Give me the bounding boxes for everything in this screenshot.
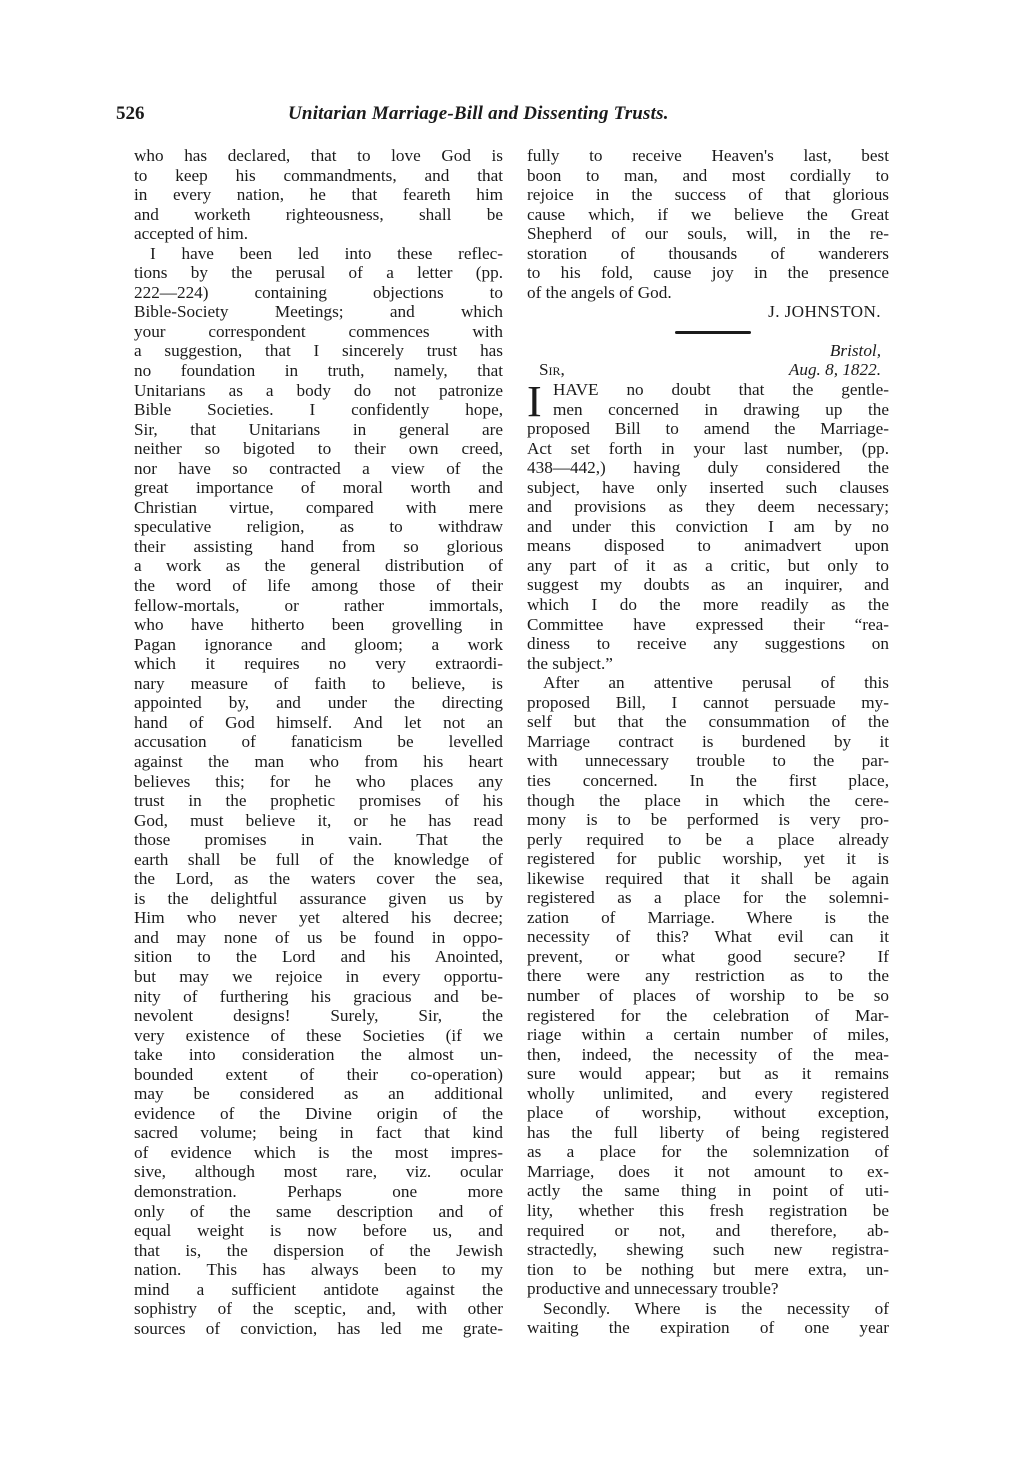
text-line: waiting the expiration of one year: [527, 1318, 889, 1338]
text-line: appointed by, and under the directing: [134, 693, 503, 713]
text-line: Pagan ignorance and gloom; a work: [134, 634, 503, 654]
text-line: earth shall be full of the knowledge of: [134, 849, 503, 869]
text-line: Committee have expressed their “rea-: [527, 614, 889, 634]
text-line: nor have so contracted a view of the: [134, 458, 503, 478]
right-column-letter-ending: [527, 146, 889, 302]
text-line: who have hitherto been grovelling in: [134, 615, 503, 635]
page-number: 526: [116, 103, 145, 124]
text-line: lity, whether this fresh registration be: [527, 1200, 889, 1220]
text-line: rejoice in the success of that glorious: [527, 185, 889, 205]
text-line: that is, the dispersion of the Jewish: [134, 1240, 503, 1260]
text-line: storation of thousands of wanderers: [527, 243, 889, 263]
text-line: the word of life among those of their: [134, 576, 503, 596]
text-line: and under this conviction I am by no: [527, 516, 889, 536]
right-column: [527, 146, 889, 1338]
text-line: Marriage contract is burdened by it: [527, 731, 889, 751]
text-line: accusation of fanaticism be levelled: [134, 732, 503, 752]
text-line: God, must believe it, or he has read: [134, 810, 503, 830]
text-line: Bible Societies. I confidently hope,: [134, 400, 503, 420]
text-line: wholly unlimited, and every registered: [527, 1083, 889, 1103]
text-line: and provisions as they deem necessary;: [527, 497, 889, 517]
text-line: place of worship, without exception,: [527, 1103, 889, 1123]
text-line: HAVE no doubt that the gentle-: [553, 380, 889, 400]
text-line: cause which, if we believe the Great: [527, 204, 889, 224]
text-line: is the delightful assurance given us by: [134, 888, 503, 908]
text-line: stractedly, shewing such new registra-: [527, 1240, 889, 1260]
text-line: take into consideration the almost un-: [134, 1045, 503, 1065]
text-line: your correspondent commences with: [134, 321, 503, 341]
text-line: equal weight is now before us, and: [134, 1221, 503, 1241]
text-line: has the full liberty of being registered: [527, 1122, 889, 1142]
text-line: fellow-mortals, or rather immortals,: [134, 595, 503, 615]
text-line: nary measure of faith to believe, is: [134, 673, 503, 693]
text-line: which it requires no very extraordi-: [134, 654, 503, 674]
right-column-body: [527, 419, 889, 1338]
text-line: nity of furthering his gracious and be-: [134, 986, 503, 1006]
text-line: mony is to be performed is very pro-: [527, 810, 889, 830]
text-line: to his fold, cause joy in the presence: [527, 263, 889, 283]
text-line: but may we rejoice in every opportu-: [134, 966, 503, 986]
text-line: against the man who from his heart: [134, 751, 503, 771]
signature: J. JOHNSTON.: [768, 302, 881, 322]
letter-date: Aug. 8, 1822.: [788, 360, 881, 380]
salutation-row: [527, 360, 889, 380]
text-line: those promises in vain. That the: [134, 830, 503, 850]
text-line: hand of God himself. And let not an: [134, 712, 503, 732]
text-line: diness to receive any suggestions on: [527, 634, 889, 654]
text-line: Act set forth in your last number, (pp.: [527, 438, 889, 458]
text-line: proposed Bill, I cannot persuade my-: [527, 692, 889, 712]
text-line: as a place for the solemnization of: [527, 1142, 889, 1162]
text-line: to keep his commandments, and that: [134, 165, 503, 185]
section-rule: [675, 331, 751, 334]
drop-cap-paragraph: [527, 377, 889, 427]
text-line: demonstration. Perhaps one more: [134, 1181, 503, 1201]
text-line: Bible-Society Meetings; and which: [134, 302, 503, 322]
text-line: self but that the consummation of the: [527, 712, 889, 732]
running-header: [108, 103, 893, 133]
text-line: tion to be nothing but mere extra, un-: [527, 1259, 889, 1279]
text-line: though the place in which the cere-: [527, 790, 889, 810]
text-line: zation of Marriage. Where is the: [527, 907, 889, 927]
text-line: who has declared, that to love God is: [134, 146, 503, 165]
text-line: neither so bigoted to their own creed,: [134, 439, 503, 459]
text-line: Shepherd of our souls, will, in the re-: [527, 224, 889, 244]
text-line: and worketh righteousness, shall be: [134, 204, 503, 224]
salutation: Sir,: [539, 360, 565, 380]
running-title: Unitarian Marriage-Bill and Dissenting Trusts.: [288, 103, 669, 124]
text-line: necessity of this? What evil can it: [527, 927, 889, 947]
text-line: registered for the celebration of Mar-: [527, 1005, 889, 1025]
text-line: sition to the Lord and his Anointed,: [134, 947, 503, 967]
text-line: then, indeed, the necessity of the mea-: [527, 1044, 889, 1064]
text-line: speculative religion, as to withdraw: [134, 517, 503, 537]
text-line: actly the same thing in point of uti-: [527, 1181, 889, 1201]
text-line: suggest my doubts as an inquirer, and: [527, 575, 889, 595]
text-line: sacred volume; being in fact that kind: [134, 1123, 503, 1143]
place-line: Bristol,: [829, 340, 881, 360]
text-line: of evidence which is the most impres-: [134, 1142, 503, 1162]
text-line: men concerned in drawing up the: [553, 399, 889, 419]
text-line: with unnecessary trouble to the par-: [527, 751, 889, 771]
text-line: mind a sufficient antidote against the: [134, 1279, 503, 1299]
left-column: [134, 146, 503, 1338]
text-line: Unitarians as a body do not patronize: [134, 380, 503, 400]
text-line: of the angels of God.: [527, 282, 672, 302]
text-line: number of places of worship to be so: [527, 985, 889, 1005]
text-line: Secondly. Where is the necessity of: [543, 1298, 889, 1318]
text-line: the subject.”: [527, 653, 613, 673]
text-line: likewise required that it shall be again: [527, 868, 889, 888]
text-line: sophistry of the sceptic, and, with other: [134, 1299, 503, 1319]
text-line: sure would appear; but as it remains: [527, 1064, 889, 1084]
text-line: Sir, that Unitarians in general are: [134, 419, 503, 439]
text-line: registered for public worship, yet it is: [527, 849, 889, 869]
text-line: subject, have only inserted such clauses: [527, 477, 889, 497]
text-line: bounded extent of their co-operation): [134, 1064, 503, 1084]
text-line: a work as the general distribution of: [134, 556, 503, 576]
text-line: After an attentive perusal of this: [543, 673, 889, 693]
text-line: registered as a place for the solemni-: [527, 888, 889, 908]
text-line: may be considered as an additional: [134, 1084, 503, 1104]
text-line: any part of it as a critic, but only to: [527, 555, 889, 575]
text-line: trust in the prophetic promises of his: [134, 791, 503, 811]
text-line: means disposed to animadvert upon: [527, 536, 889, 556]
text-line: ties concerned. In the first place,: [527, 770, 889, 790]
text-line: fully to receive Heaven's last, best: [527, 146, 889, 165]
text-line: Marriage, does it not amount to ex-: [527, 1161, 889, 1181]
text-line: only of the same description and of: [134, 1201, 503, 1221]
text-line: sources of conviction, has led me grate-: [134, 1318, 503, 1338]
text-line: productive and unnecessary trouble?: [527, 1279, 779, 1299]
text-line: nation. This has always been to my: [134, 1260, 503, 1280]
text-line: tions by the perusal of a letter (pp.: [134, 263, 503, 283]
text-line: great importance of moral worth and: [134, 478, 503, 498]
text-line: perly required to be a place already: [527, 829, 889, 849]
text-line: 438—442,) having duly considered the: [527, 458, 889, 478]
text-line: which I do the more readily as the: [527, 595, 889, 615]
text-line: riage within a certain number of miles,: [527, 1025, 889, 1045]
text-line: Christian virtue, compared with mere: [134, 497, 503, 517]
text-line: boon to man, and most cordially to: [527, 165, 889, 185]
text-line: 222—224) containing objections to: [134, 282, 503, 302]
text-line: Him who never yet altered his decree;: [134, 908, 503, 928]
text-line: I have been led into these reflec-: [150, 243, 503, 263]
text-line: required or not, and therefore, ab-: [527, 1220, 889, 1240]
text-line: accepted of him.: [134, 224, 249, 244]
text-line: and may none of us be found in oppo-: [134, 927, 503, 947]
text-line: there were any restriction as to the: [527, 966, 889, 986]
text-line: sive, although most rare, viz. ocular: [134, 1162, 503, 1182]
text-line: proposed Bill to amend the Marriage-: [527, 419, 889, 439]
text-line: their assisting hand from so glorious: [134, 536, 503, 556]
text-line: the Lord, as the waters cover the sea,: [134, 869, 503, 889]
text-line: prevent, or what good secure? If: [527, 946, 889, 966]
text-line: in every nation, he that feareth him: [134, 185, 503, 205]
text-line: believes this; for he who places any: [134, 771, 503, 791]
text-line: evidence of the Divine origin of the: [134, 1103, 503, 1123]
text-line: a suggestion, that I sincerely trust has: [134, 341, 503, 361]
text-line: very existence of these Societies (if we: [134, 1025, 503, 1045]
text-line: no foundation in truth, namely, that: [134, 361, 503, 381]
drop-cap: I: [527, 377, 542, 427]
text-line: nevolent designs! Surely, Sir, the: [134, 1006, 503, 1026]
